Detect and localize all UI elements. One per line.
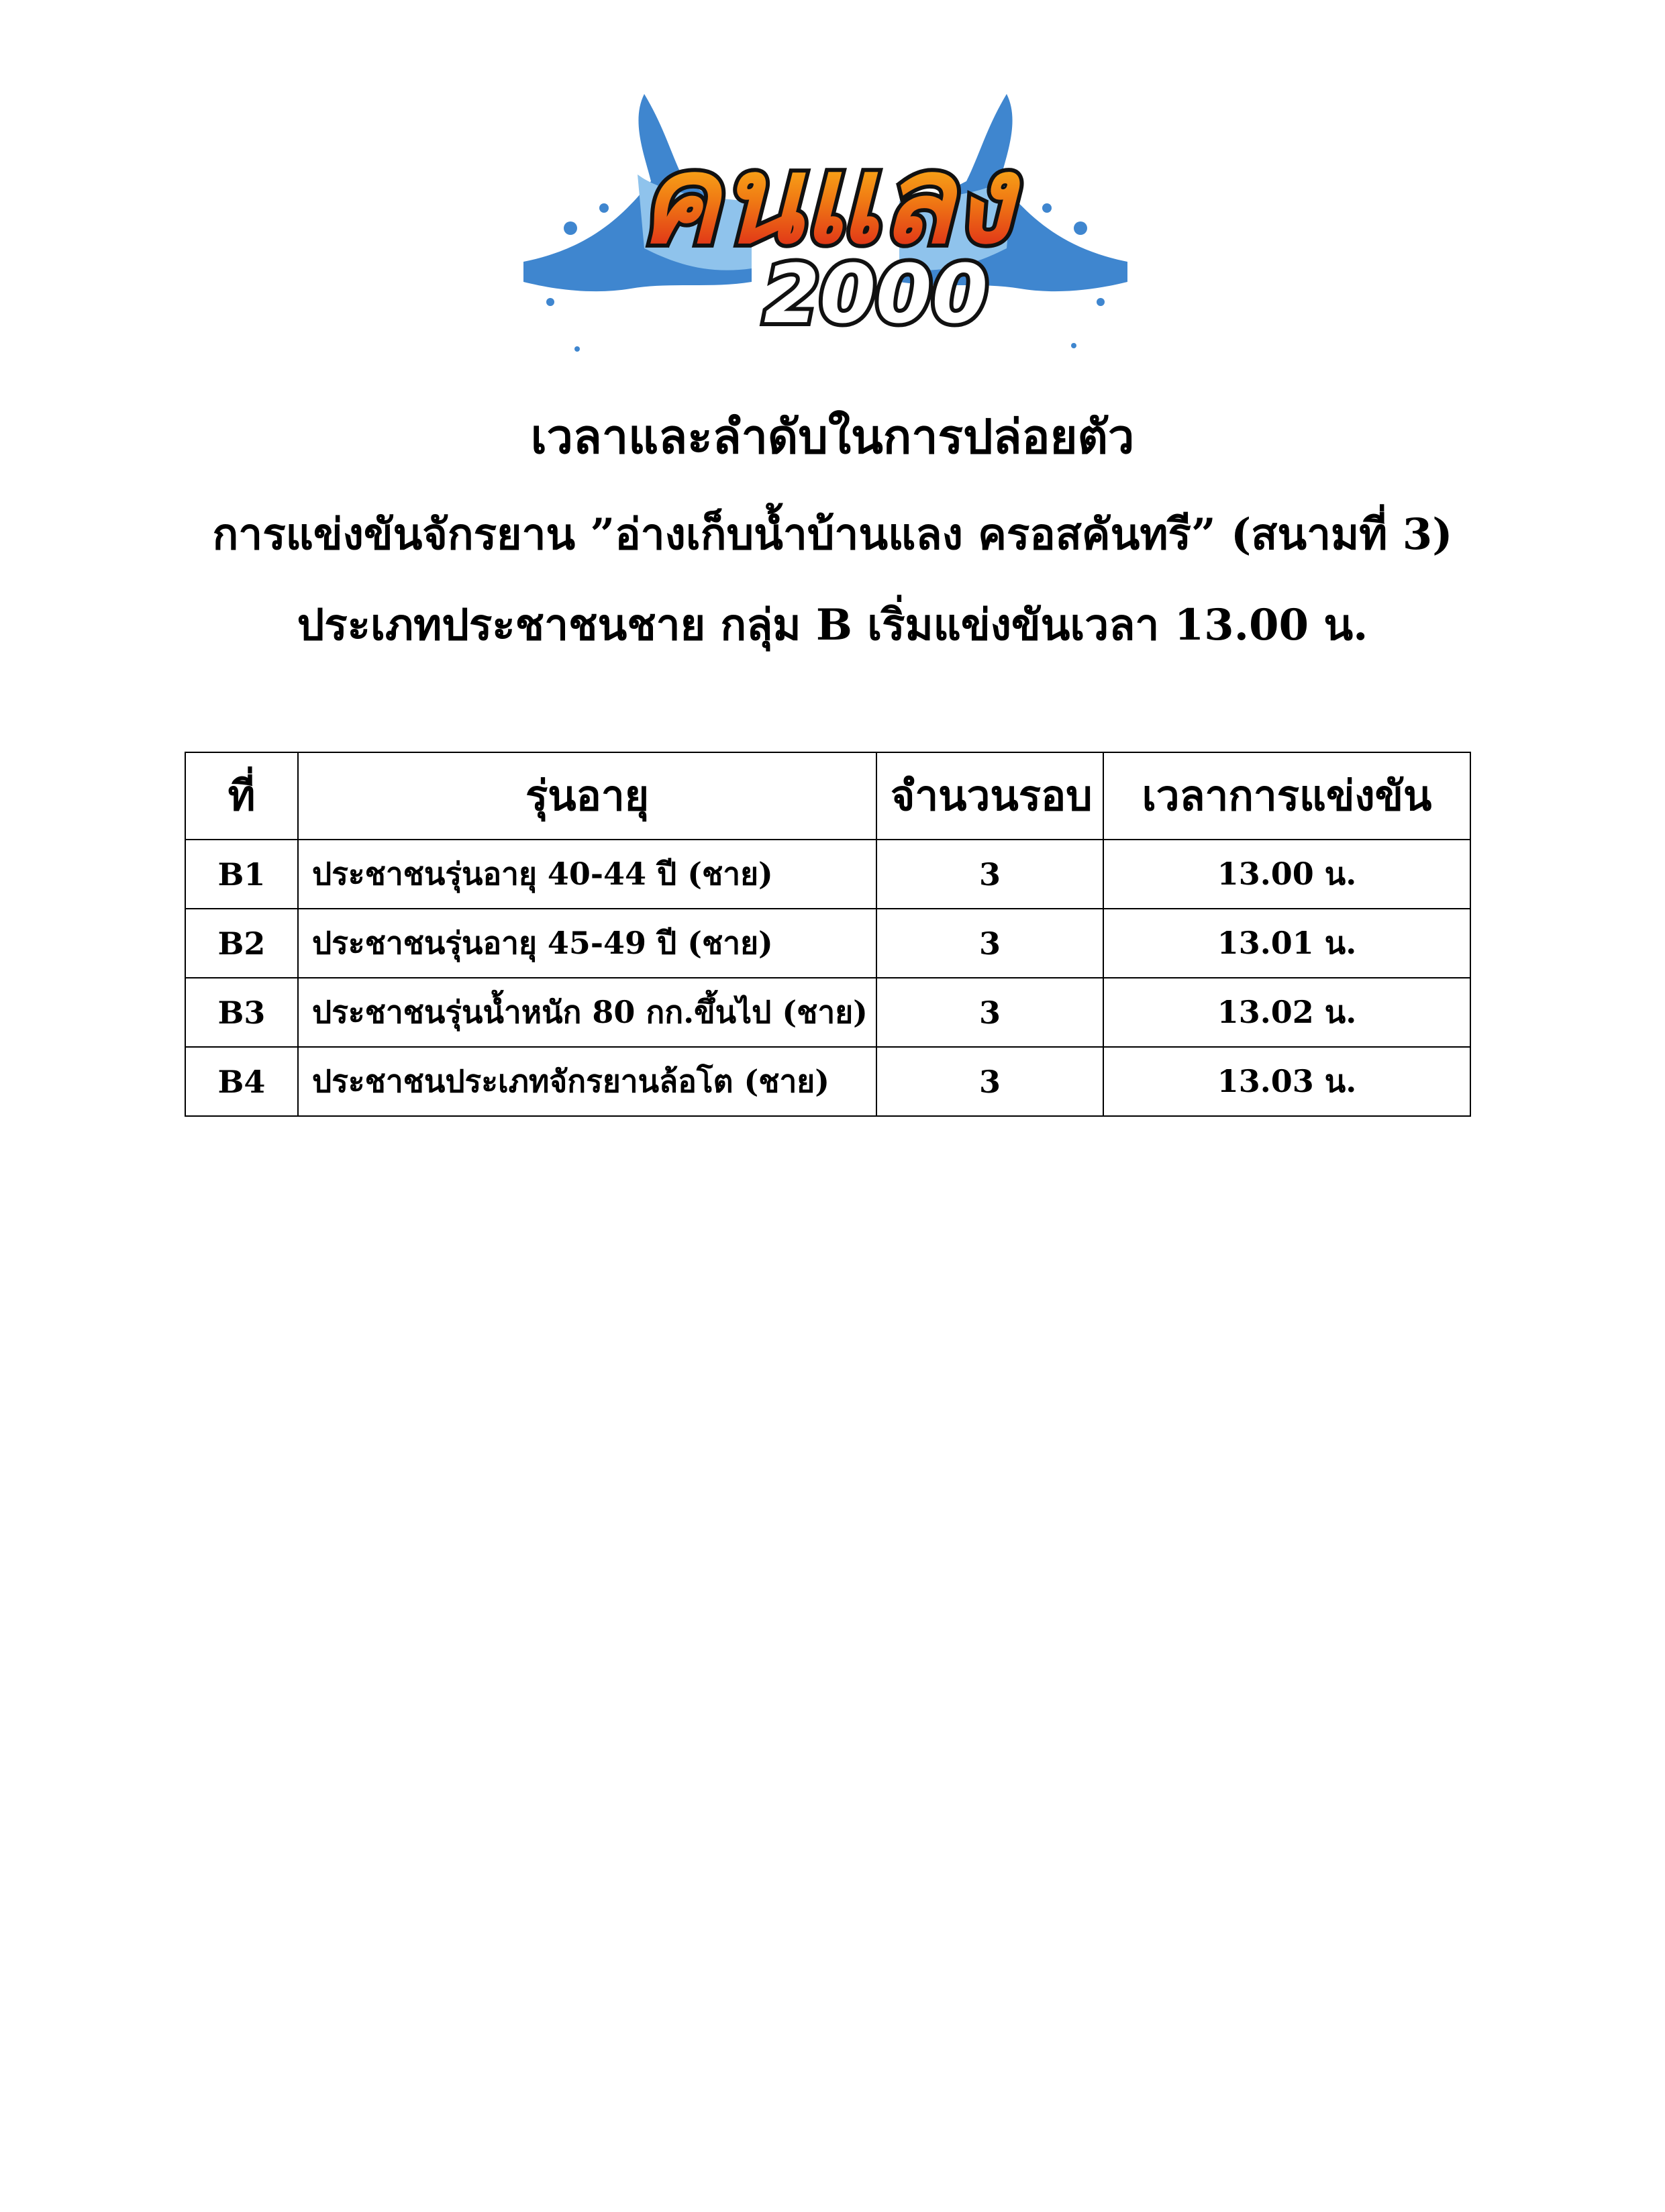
column-header-category: รุ่นอายุ bbox=[298, 752, 876, 840]
logo-wordmark: คนแลง bbox=[638, 130, 1013, 270]
cell-time: 13.03 น. bbox=[1103, 1047, 1470, 1116]
table-row bbox=[185, 909, 1470, 978]
cell-no: B2 bbox=[185, 909, 298, 978]
page-title: เวลาและลำดับในการปล่อยตัว bbox=[530, 409, 1135, 464]
cell-time: 13.02 น. bbox=[1103, 978, 1470, 1047]
cell-category: ประชาชนรุ่นน้ำหนัก 80 กก.ขึ้นไป (ชาย) bbox=[298, 978, 876, 1047]
event-logo bbox=[510, 81, 1141, 356]
event-title: การแข่งขันจักรยาน ”อ่างเก็บน้ำบ้านแลง ครอสคันทรี” (สนามที่ 3) bbox=[212, 509, 1453, 560]
cell-category: ประชาชนรุ่นอายุ 45-49 ปี (ชาย) bbox=[298, 909, 876, 978]
cell-time: 13.00 น. bbox=[1103, 840, 1470, 909]
schedule-table bbox=[185, 752, 1471, 1117]
cell-no: B4 bbox=[185, 1047, 298, 1116]
cell-category: ประชาชนรุ่นอายุ 40-44 ปี (ชาย) bbox=[298, 840, 876, 909]
cell-category: ประชาชนประเภทจักรยานล้อโต (ชาย) bbox=[298, 1047, 876, 1116]
logo-year: 2000 bbox=[764, 248, 988, 342]
cell-laps: 3 bbox=[876, 1047, 1103, 1116]
cell-time: 13.01 น. bbox=[1103, 909, 1470, 978]
category-start-time: ประเภทประชาชนชาย กลุ่ม B เริ่มแข่งขันเวลา 13.00 น. bbox=[297, 600, 1368, 650]
cell-laps: 3 bbox=[876, 840, 1103, 909]
logo-graphic bbox=[510, 81, 1141, 356]
table-row bbox=[185, 1047, 1470, 1116]
table-header-row bbox=[185, 752, 1470, 840]
cell-no: B1 bbox=[185, 840, 298, 909]
column-header-no: ที่ bbox=[185, 752, 298, 840]
cell-laps: 3 bbox=[876, 978, 1103, 1047]
cell-laps: 3 bbox=[876, 909, 1103, 978]
column-header-time: เวลาการแข่งขัน bbox=[1103, 752, 1470, 840]
cell-no: B3 bbox=[185, 978, 298, 1047]
table-row bbox=[185, 978, 1470, 1047]
column-header-laps: จำนวนรอบ bbox=[876, 752, 1103, 840]
table-row bbox=[185, 840, 1470, 909]
